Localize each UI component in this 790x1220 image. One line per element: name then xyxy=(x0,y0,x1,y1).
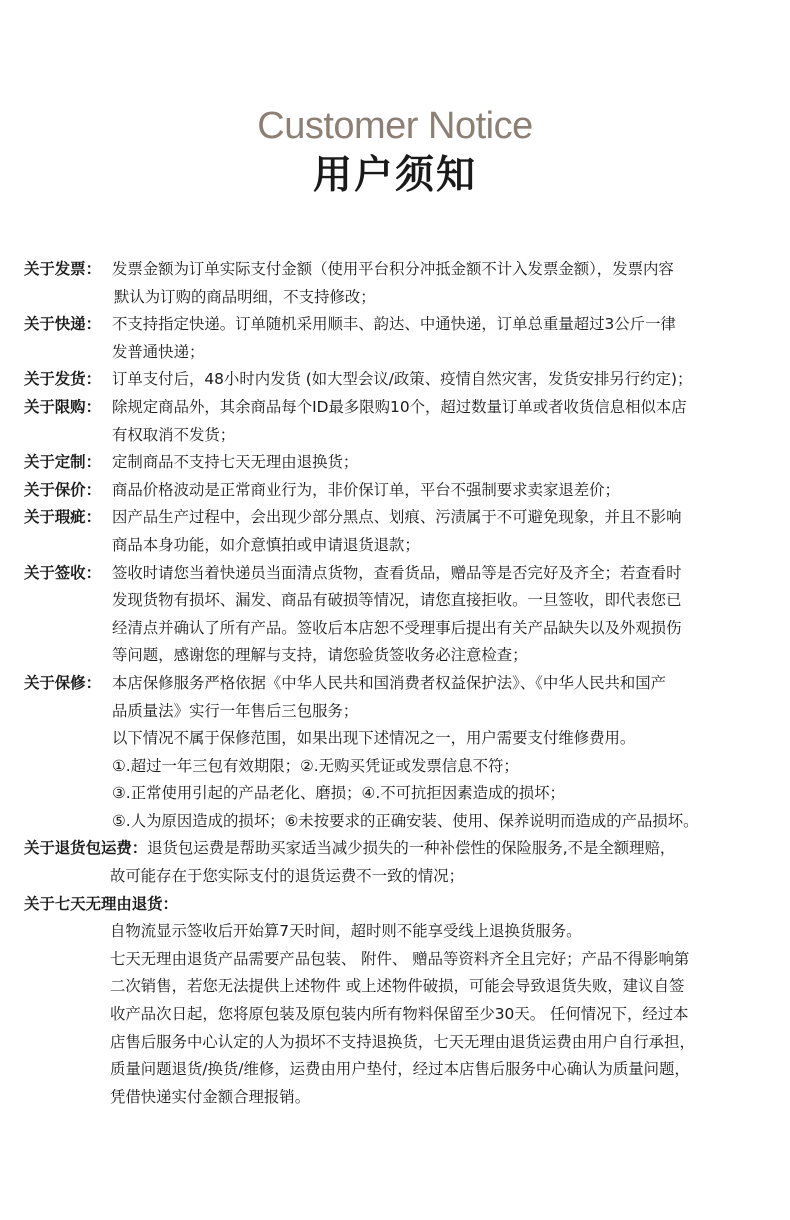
notice-line: 等问题，感谢您的理解与支持，请您验货签收务必注意检查； xyxy=(112,646,528,665)
notice-return-shipping-continued xyxy=(24,863,769,891)
notice-shipping xyxy=(24,366,769,394)
notice-line: 发普通快递； xyxy=(112,342,205,361)
notice-price-protection xyxy=(24,477,769,505)
notice-line: 商品本身功能，如介意慎拍或申请退货退款； xyxy=(112,535,420,554)
notice-list xyxy=(24,256,769,1111)
notice-line: 品质量法》实行一年售后三包服务； xyxy=(112,701,359,720)
notice-label: 关于退货包运费： xyxy=(24,839,148,858)
notice-line: 二次销售，若您无法提供上述物件 或上述物件破损，可能会导致退货失败，建议自签 xyxy=(110,977,685,996)
notice-label: 关于快递： xyxy=(24,315,101,334)
notice-receipt xyxy=(24,560,769,670)
notice-purchase-limit xyxy=(24,394,769,449)
notice-label: 关于保价： xyxy=(24,480,101,499)
notice-line: ①.超过一年三包有效期限；②.无购买凭证或发票信息不符； xyxy=(112,756,519,775)
notice-line: 故可能存在于您实际支付的退货运费不一致的情况； xyxy=(110,867,464,886)
notice-line: 因产品生产过程中，会出现少部分黑点、划痕、污渍属于不可避免现象，并且不影响 xyxy=(112,508,682,527)
notice-line: 以下情况不属于保修范围，如果出现下述情况之一，用户需要支付维修费用。 xyxy=(112,729,636,748)
notice-label: 关于七天无理由退货： xyxy=(24,894,178,913)
notice-warranty xyxy=(24,670,769,836)
notice-line: 订单支付后，48小时内发货 (如大型会议/政策、疫情自然灾害，发货安排另行约定)； xyxy=(112,370,693,389)
notice-line: 经清点并确认了所有产品。签收后本店恕不受理事后提出有关产品缺失以及外观损伤 xyxy=(112,618,682,637)
notice-label: 关于瑕疵： xyxy=(24,508,101,527)
title-chinese: 用户须知 xyxy=(312,153,477,198)
notice-line: 签收时请您当着快递员当面清点货物，查看货品，赠品等是否完好及齐全；若查看时 xyxy=(112,563,682,582)
notice-line: 默认为订购的商品明细，不支持修改； xyxy=(114,287,376,306)
notice-line: 本店保修服务严格依据《中华人民共和国消费者权益保护法》、《中华人民共和国产 xyxy=(112,673,667,692)
notice-express xyxy=(24,311,769,366)
notice-label: 关于发货： xyxy=(24,370,101,389)
notice-line: 收产品次日起，您将原包装及原包装内所有物料保留至少30天。 任何情况下，经过本 xyxy=(110,1005,689,1024)
notice-return-shipping xyxy=(24,835,769,863)
notice-label: 关于签收： xyxy=(24,563,101,582)
notice-header xyxy=(0,104,790,200)
notice-line: 自物流显示签收后开始算7天时间，超时则不能享受线上退换货服务。 xyxy=(110,922,582,941)
notice-line: 定制商品不支持七天无理由退换货； xyxy=(112,453,359,472)
notice-line: 店售后服务中心认定的人为损坏不支持退换货，七天无理由退货运费由用户自行承担， xyxy=(110,1032,695,1051)
notice-line: 商品价格波动是正常商业行为，非价保订单，平台不强制要求卖家退差价； xyxy=(112,480,620,499)
title-english: Customer Notice xyxy=(257,105,533,147)
notice-line: 凭借快递实付金额合理报销。 xyxy=(110,1087,311,1106)
notice-label: 关于定制： xyxy=(24,453,101,472)
notice-seven-day-return xyxy=(24,891,769,919)
notice-line: 发现货物有损坏、漏发、商品有破损等情况，请您直接拒收。一旦签收，即代表您已 xyxy=(112,591,682,610)
notice-label: 关于限购： xyxy=(24,397,101,416)
notice-line: 有权取消不发货； xyxy=(112,425,236,444)
notice-seven-day-return-body xyxy=(24,918,769,1111)
notice-invoice xyxy=(24,256,769,311)
notice-line: 七天无理由退货产品需要产品包装、 附件、 赠品等资料齐全且完好；产品不得影响第 xyxy=(110,949,690,968)
notice-line: ⑤.人为原因造成的损坏；⑥未按要求的正确安装、使用、保养说明而造成的产品损坏。 xyxy=(112,811,699,830)
notice-line: 除规定商品外，其余商品每个ID最多限购10个，超过数量订单或者收货信息相似本店 xyxy=(112,397,687,416)
notice-defects xyxy=(24,504,769,559)
notice-line: 退货包运费是帮助买家适当减少损失的一种补偿性的保险服务,不是全额理赔， xyxy=(147,839,676,858)
notice-label: 关于保修： xyxy=(24,673,101,692)
notice-line: 质量问题退货/换货/维修，运费由用户垫付，经过本店售后服务中心确认为质量问题， xyxy=(110,1060,690,1079)
notice-line: 发票金额为订单实际支付金额（使用平台积分冲抵金额不计入发票金额），发票内容 xyxy=(112,260,674,278)
notice-line: ③.正常使用引起的产品老化、磨损；④.不可抗拒因素造成的损坏； xyxy=(112,784,565,803)
notice-customization xyxy=(24,449,769,477)
notice-label: 关于发票： xyxy=(24,260,101,278)
notice-line: 不支持指定快递。订单随机采用顺丰、韵达、中通快递，订单总重量超过3公斤一律 xyxy=(112,315,676,334)
